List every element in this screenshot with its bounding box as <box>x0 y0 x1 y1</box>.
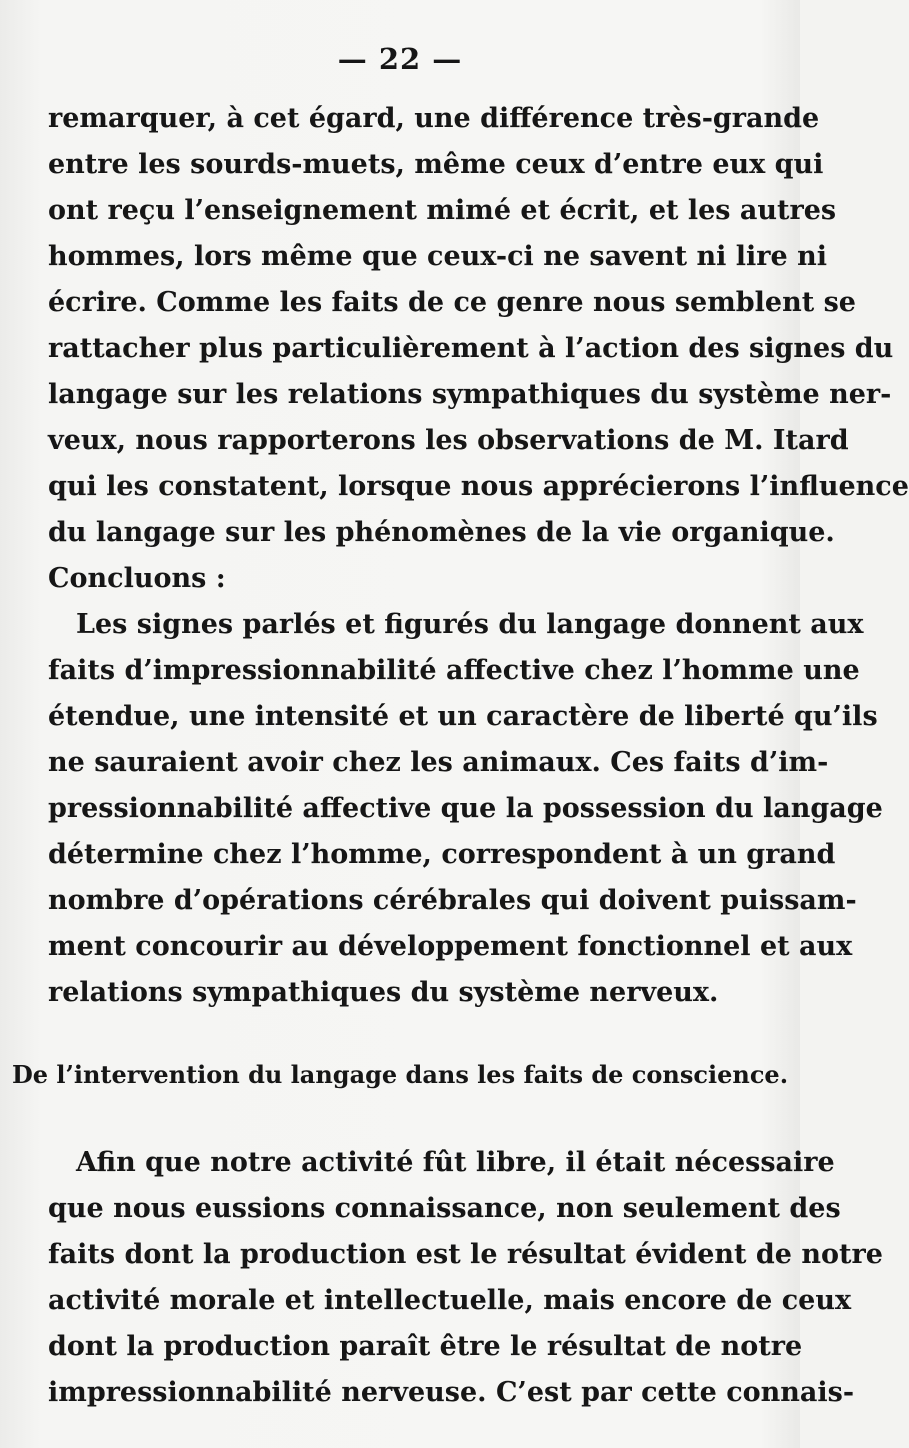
text-line: hommes, lors même que ceux-ci ne savent ni lire ni <box>48 241 827 272</box>
text-line: faits dont la production est le résultat évident de notre <box>48 1239 883 1270</box>
text-line: Concluons : <box>48 563 226 594</box>
text-line: langage sur les relations sympathiques du système ner- <box>48 379 892 410</box>
text-line: entre les sourds-muets, même ceux d’entre eux qui <box>48 149 824 180</box>
text-line: impressionnabilité nerveuse. C’est par cette connais- <box>48 1377 855 1408</box>
text-line: ne sauraient avoir chez les animaux. Ces faits d’im- <box>48 747 829 778</box>
text-line: activité morale et intellectuelle, mais encore de ceux <box>48 1285 852 1316</box>
text-line: pressionnabilité affective que la possession du langage <box>48 793 883 824</box>
text-block-upper <box>48 96 909 1016</box>
text-line: ment concourir au développement fonctionnel et aux <box>48 931 853 962</box>
text-line: faits d’impressionnabilité affective chez l’homme une <box>48 655 860 686</box>
text-line: veux, nous rapporterons les observations de M. Itard <box>48 425 849 456</box>
page-number: — 22 — <box>337 42 463 76</box>
text-line: rattacher plus particulièrement à l’action des signes du <box>48 333 894 364</box>
text-line: du langage sur les phénomènes de la vie organique. <box>48 517 835 548</box>
text-block-lower <box>48 1140 883 1416</box>
paragraph-first-line: Les signes parlés et figurés du langage donnent aux <box>76 609 864 640</box>
text-line: écrire. Comme les faits de ce genre nous semblent se <box>48 287 856 318</box>
text-line: remarquer, à cet égard, une différence très-grande <box>48 103 820 134</box>
text-line: qui les constatent, lorsque nous apprécierons l’influence <box>48 471 909 502</box>
text-line: nombre d’opérations cérébrales qui doivent puissam- <box>48 885 857 916</box>
text-line: dont la production paraît être le résultat de notre <box>48 1331 803 1362</box>
text-line: ont reçu l’enseignement mimé et écrit, et les autres <box>48 195 837 226</box>
text-line: que nous eussions connaissance, non seulement des <box>48 1193 841 1224</box>
text-line: relations sympathiques du système nerveux. <box>48 977 719 1008</box>
text-line: détermine chez l’homme, correspondent à un grand <box>48 839 836 870</box>
paragraph-first-line: Afin que notre activité fût libre, il était nécessaire <box>76 1147 835 1178</box>
section-heading: De l’intervention du langage dans les faits de conscience. <box>11 1060 789 1089</box>
text-line: étendue, une intensité et un caractère de liberté qu’ils <box>48 701 878 732</box>
